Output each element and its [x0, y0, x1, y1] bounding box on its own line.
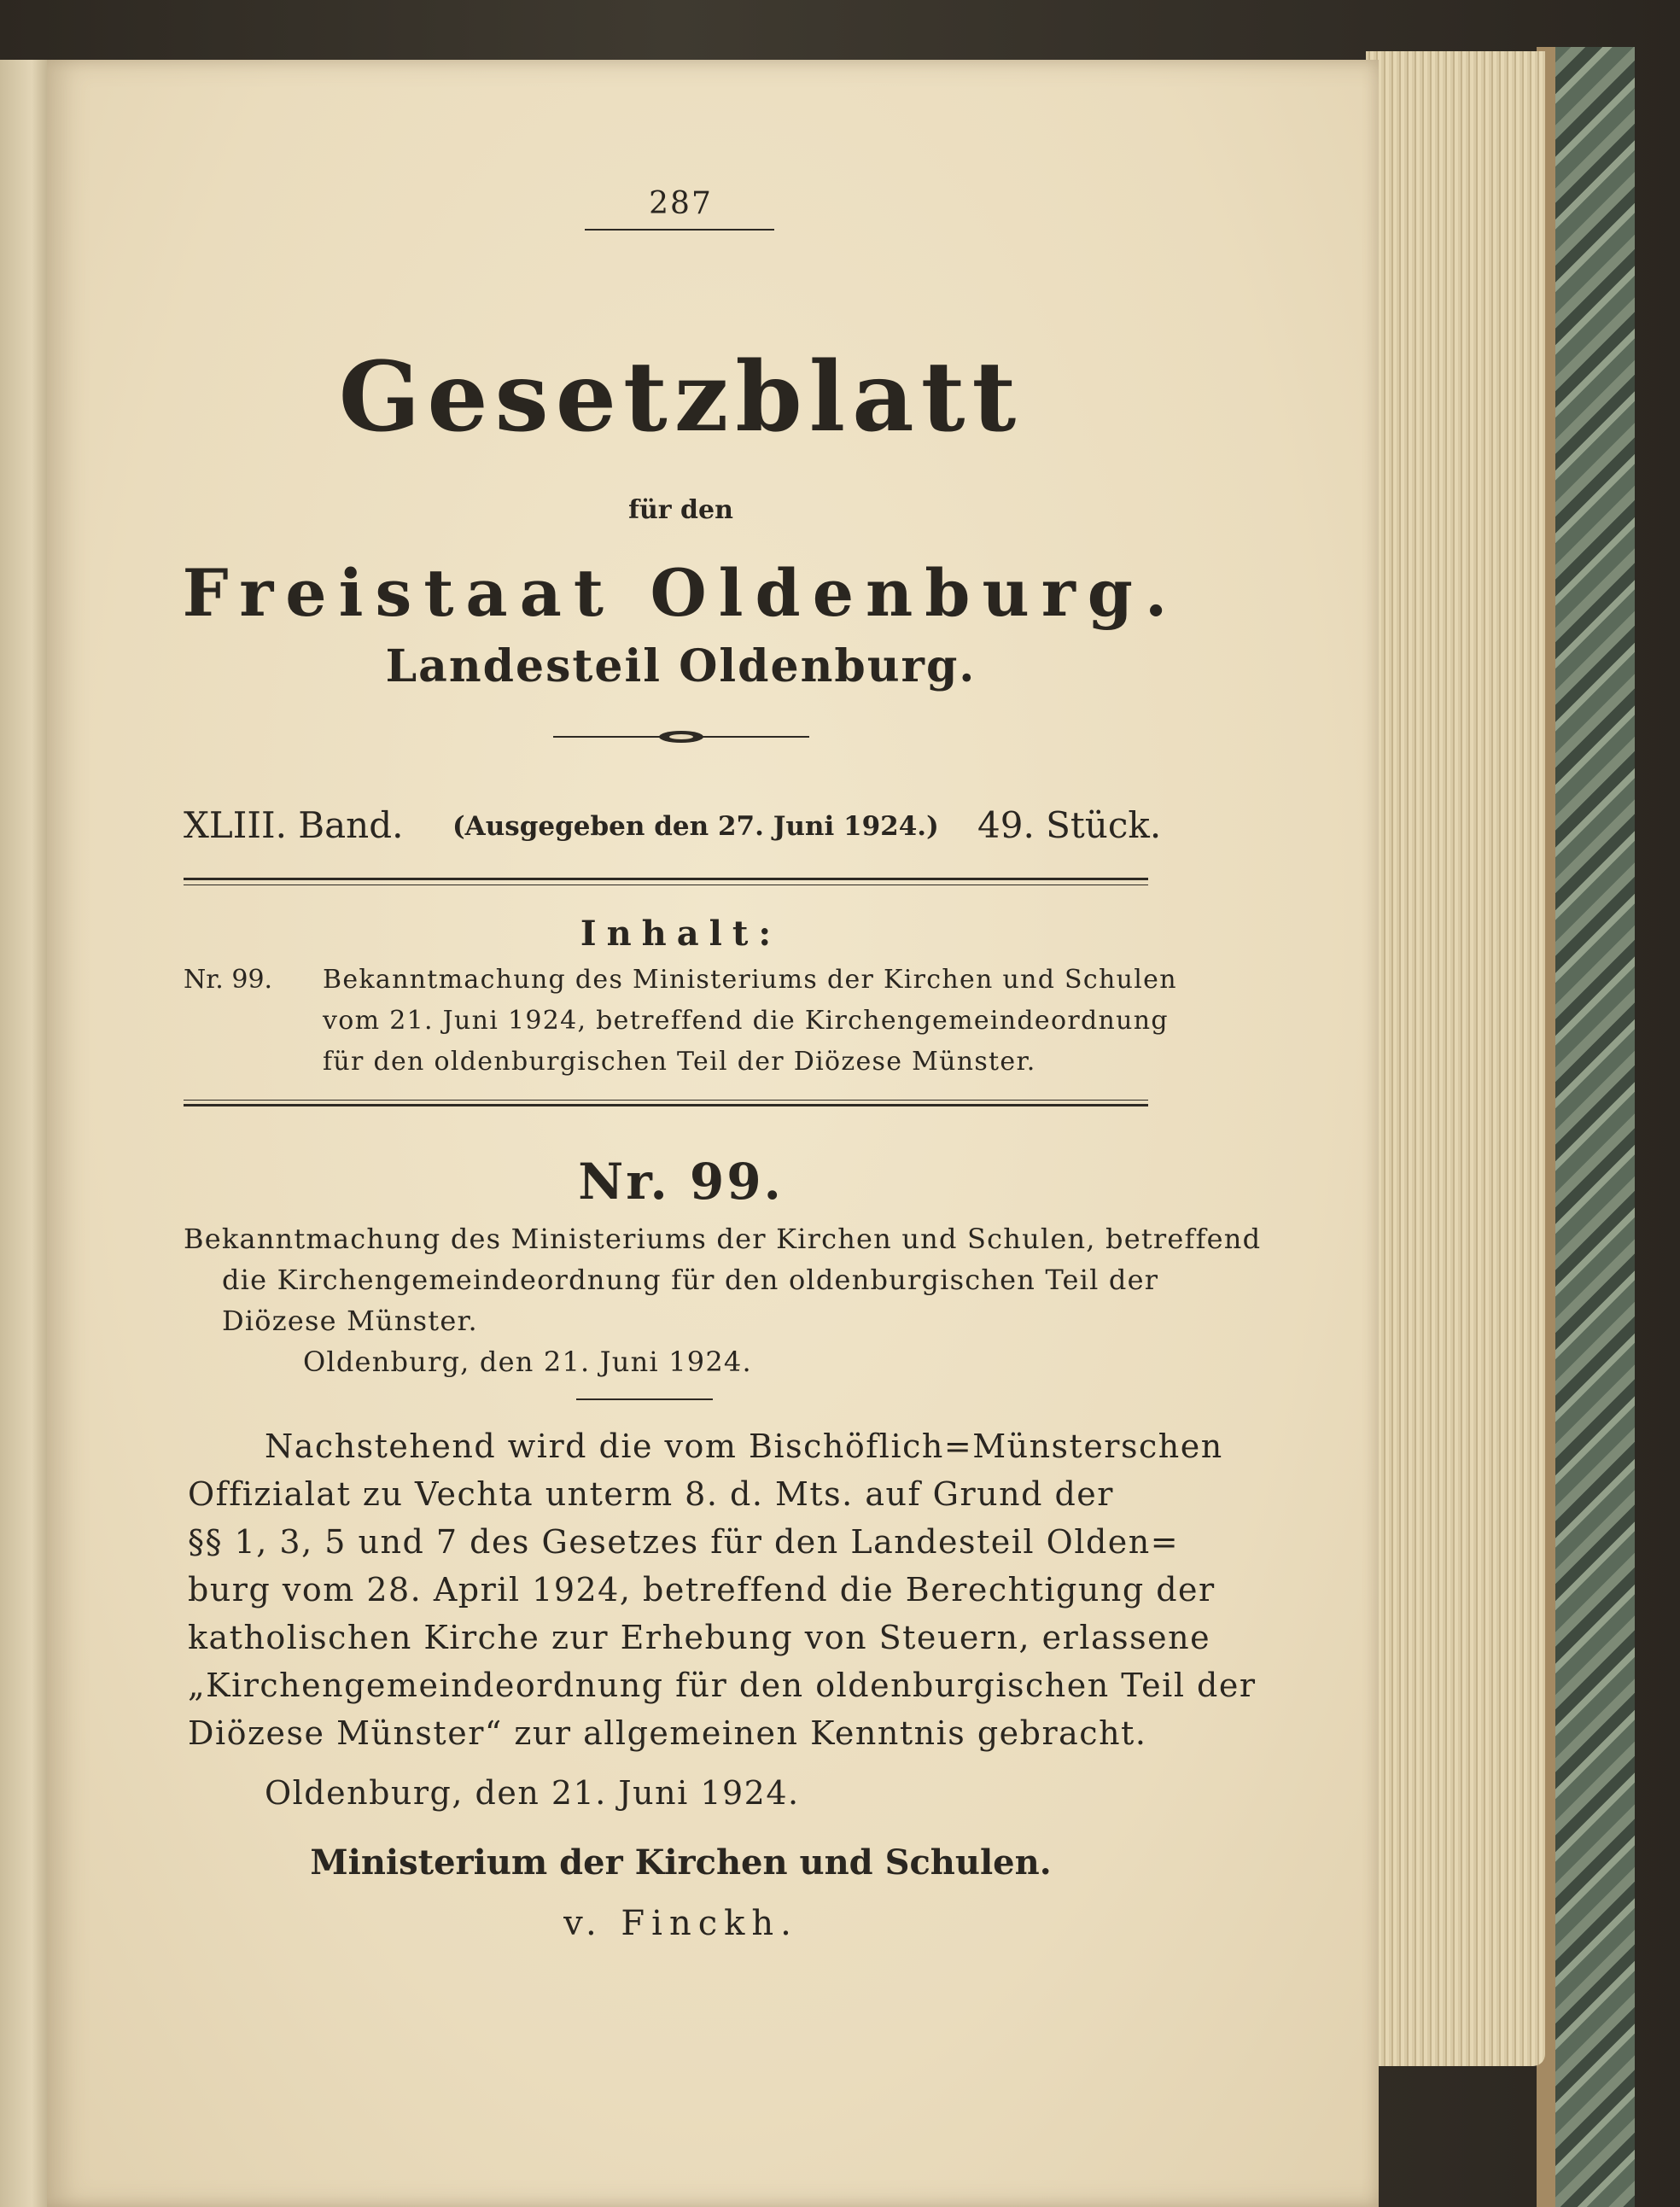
body-line: Diözese Münster“ zur allgemeinen Kenntnis gebracht. [188, 1714, 1147, 1752]
ornament-divider [47, 724, 1315, 754]
body-line: Offizialat zu Vechta unterm 8. d. Mts. auf Grund der [188, 1475, 1114, 1513]
page-title: Gesetzblatt [338, 342, 1024, 453]
ornament-icon [553, 727, 809, 747]
toc-rule-bottom [184, 1104, 1148, 1106]
section-divider [576, 1398, 713, 1400]
toc-heading: Inhalt: [580, 914, 782, 954]
region-title: Landesteil Oldenburg. [385, 640, 977, 692]
body-line: „Kirchengemeindeordnung für den oldenburgischen Teil der [188, 1667, 1257, 1704]
body-line: katholischen Kirche zur Erhebung von Steuern, erlassene [188, 1619, 1211, 1656]
page-number-rule [585, 229, 774, 231]
page-number: 287 [649, 186, 713, 221]
toc-entry-line: Bekanntmachung des Ministeriums der Kirchen und Schulen [323, 965, 1177, 995]
section-heading-line: Bekanntmachung des Ministeriums der Kirchen und Schulen, betreffend [184, 1223, 1262, 1255]
masthead-subtitle: für den [628, 495, 733, 525]
page-stack-edges [1366, 51, 1545, 2066]
signature: v. Finckh. [563, 1904, 798, 1943]
toc-entry-number: Nr. 99. [184, 965, 273, 995]
body-dateline: Oldenburg, den 21. Juni 1924. [265, 1774, 800, 1812]
section-number: Nr. 99. [578, 1153, 784, 1211]
signatory: Ministerium der Kirchen und Schulen. [310, 1842, 1052, 1883]
body-line: Nachstehend wird die vom Bischöflich=Münsterschen [265, 1428, 1223, 1465]
issue-number: 49. Stück. [977, 804, 1162, 846]
book-cover-marbled [1549, 47, 1635, 2207]
toc-entry-line: für den oldenburgischen Teil der Diözese Münster. [323, 1047, 1036, 1077]
document-page [47, 60, 1379, 2207]
body-line: §§ 1, 3, 5 und 7 des Gesetzes für den Landesteil Olden= [188, 1523, 1180, 1561]
volume-label: XLIII. Band. [184, 804, 404, 846]
toc-entry-line: vom 21. Juni 1924, betreffend die Kirchengemeindeordnung [323, 1006, 1169, 1036]
section-dateline: Oldenburg, den 21. Juni 1924. [303, 1346, 752, 1378]
state-title: Freistaat Oldenburg. [182, 555, 1180, 631]
meta-rule-top [184, 878, 1148, 880]
issued-date: (Ausgegeben den 27. Juni 1924.) [452, 811, 939, 842]
section-heading-line: Diözese Münster. [222, 1305, 478, 1337]
section-heading-line: die Kirchengemeindeordnung für den oldenburgischen Teil der [222, 1264, 1159, 1296]
previous-page-edge [0, 60, 53, 2207]
toc-rule-top [184, 1100, 1148, 1101]
body-line: burg vom 28. April 1924, betreffend die Berechtigung der [188, 1571, 1216, 1609]
